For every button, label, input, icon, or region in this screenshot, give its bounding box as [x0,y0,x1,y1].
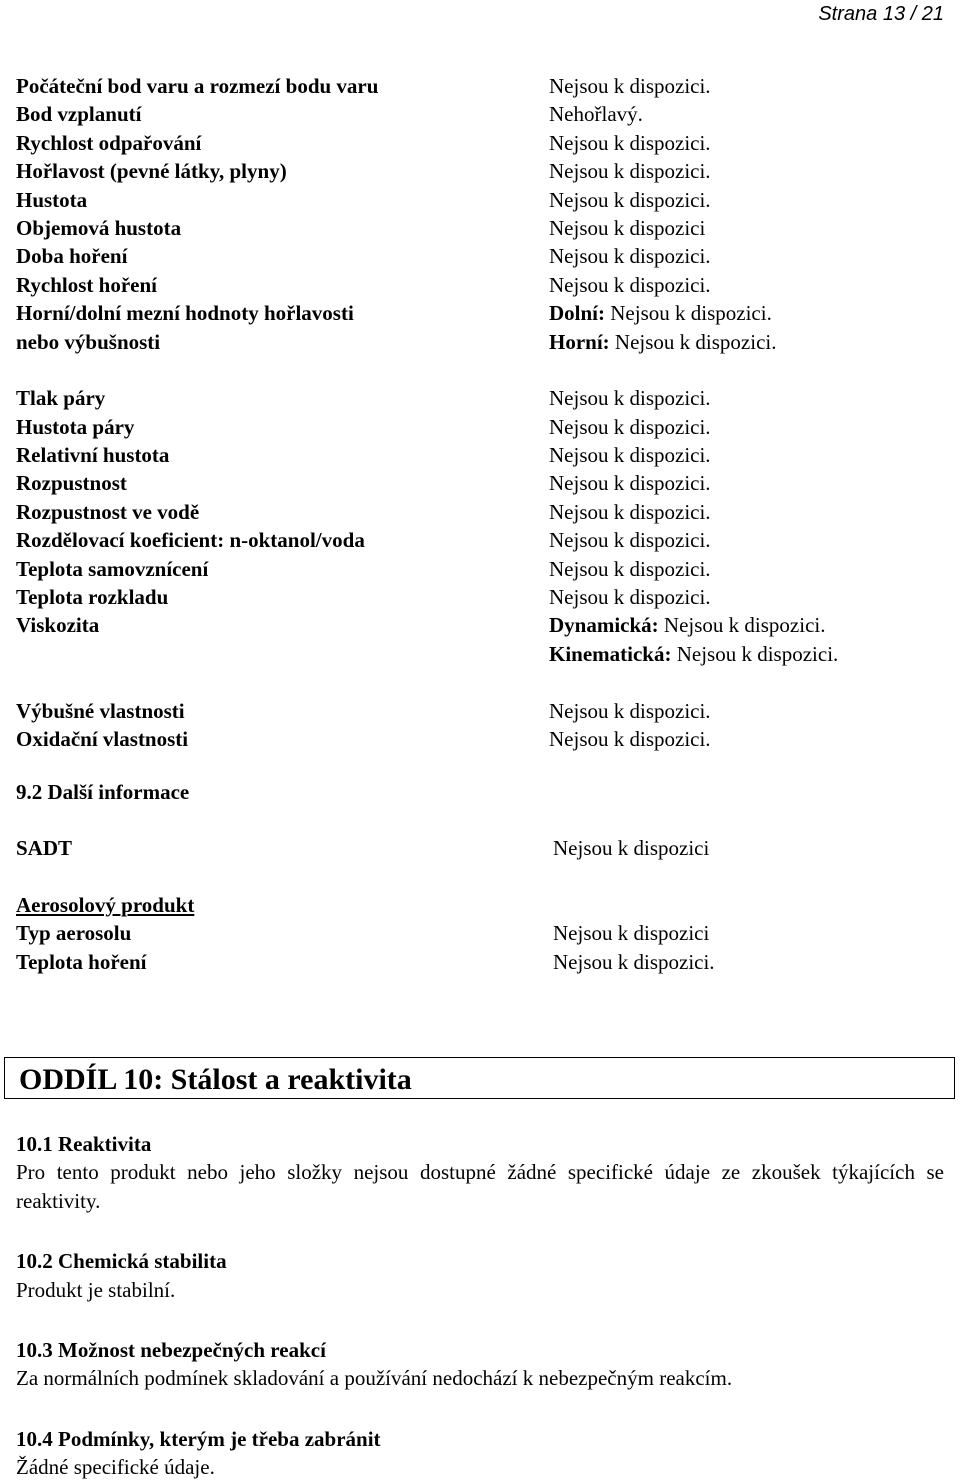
value-prefix: Horní: [549,329,610,354]
property-label: Tlak páry [16,386,106,411]
property-label: Doba hoření [16,244,128,269]
subsection-heading: 10.2 Chemická stabilita [16,1249,227,1274]
value-text: Nejsou k dispozici. [610,301,772,326]
property-row [16,242,946,270]
property-row [16,725,946,753]
property-row [16,129,946,157]
property-row [16,384,946,412]
property-label: Horní/dolní mezní hodnoty hořlavosti [16,301,354,326]
sadt-label: SADT [16,836,73,860]
burn-temp-label: Teplota hoření [16,949,147,974]
property-label: Hustota páry [16,414,135,439]
property-label: Výbušné vlastnosti [16,698,185,723]
property-value: Nejsou k dispozici. [549,471,711,496]
property-value: Nejsou k dispozici. [549,414,711,439]
property-label: Rychlost hoření [16,272,158,297]
subsection-heading: 10.4 Podmínky, kterým je třeba zabránit [16,1426,381,1451]
subsection-10-4 [16,1425,944,1482]
further-info-heading: 9.2 Další informace [16,780,190,804]
section-10-content [16,1130,944,1482]
property-label: Teplota samovznícení [16,556,209,581]
aerosol-heading-row [16,891,946,919]
value-text: Nejsou k dispozici. [663,613,826,638]
aerosol-type-value: Nejsou k dispozici [553,921,710,946]
property-label: Rychlost odpařování [16,130,202,155]
property-row [16,611,946,639]
property-row [16,214,946,242]
property-value: Nejsou k dispozici. [549,443,711,468]
property-row [16,583,946,611]
property-row [16,157,946,185]
property-row [16,72,946,100]
property-row [16,697,946,725]
burn-temp-row [16,948,946,976]
property-label: Rozdělovací koeficient: n-oktanol/voda [16,528,365,553]
value-prefix: Dolní: [549,301,606,326]
property-label: Bod vzplanutí [16,102,142,127]
property-value: Nejsou k dispozici. [549,74,711,98]
property-row [16,299,946,327]
spacer [16,668,946,696]
property-value [549,640,838,668]
property-row [16,640,946,668]
property-value: Nejsou k dispozici. [549,556,711,581]
subsection-10-1 [16,1130,944,1215]
property-value: Nejsou k dispozici. [549,499,711,524]
property-value: Nejsou k dispozici. [549,130,711,155]
value-prefix: Kinematická: [549,641,672,666]
page-number: Strana 13 / 21 [818,3,944,25]
further-info-table [16,834,946,976]
burn-temp-value: Nejsou k dispozici. [553,949,715,974]
property-row [16,271,946,299]
property-value: Nejsou k dispozici. [549,698,711,723]
subsection-text: Produkt je stabilní. [16,1277,176,1302]
property-value: Nejsou k dispozici. [549,528,711,553]
sadt-value: Nejsou k dispozici [553,836,710,860]
property-row [16,100,946,128]
subsection-text: Žádné specifické údaje. [16,1455,215,1480]
subsection-heading: 10.1 Reaktivita [16,1132,152,1156]
property-value: Nejsou k dispozici. [549,187,711,212]
property-label: Rozpustnost [16,471,127,496]
aerosol-type-label: Typ aerosolu [16,921,132,946]
property-value: Nejsou k dispozici. [549,726,711,751]
property-value: Nehořlavý. [549,102,643,127]
property-row [16,498,946,526]
property-value: Nejsou k dispozici. [549,386,711,411]
subsection-text: Pro tento produkt nebo jeho složky nejsou dostupné žádné specifické údaje ze zkoušek týkajících se reaktivity. [16,1160,944,1213]
property-label: Hořlavost (pevné látky, plyny) [16,159,287,184]
property-value [549,611,825,639]
value-text: Nejsou k dispozici. [676,641,839,666]
subsection-10-3 [16,1336,944,1393]
property-row [16,186,946,214]
aerosol-heading: Aerosolový produkt [16,892,195,917]
property-row [16,469,946,497]
property-label: nebo výbušnosti [16,329,161,354]
property-label: Oxidační vlastnosti [16,726,189,751]
spacer [16,862,946,890]
property-row [16,526,946,554]
subsection-text: Za normálních podmínek skladování a používání nedochází k nebezpečným reakcím. [16,1366,733,1391]
property-row [16,328,946,356]
property-label: Viskozita [16,613,100,638]
property-value [549,299,772,327]
property-value: Nejsou k dispozici. [549,244,711,269]
property-row [16,555,946,583]
properties-table [16,72,946,753]
property-label: Objemová hustota [16,215,182,240]
spacer [16,356,946,384]
aerosol-type-row [16,919,946,947]
property-value: Nejsou k dispozici. [549,159,711,184]
property-row [16,413,946,441]
value-prefix: Dynamická: [549,613,659,638]
subsection-heading: 10.3 Možnost nebezpečných reakcí [16,1338,326,1363]
subsection-10-2 [16,1247,944,1304]
property-value: Nejsou k dispozici. [549,272,711,297]
section-10-title: ODDÍL 10: Stálost a reaktivita [19,1063,412,1096]
property-value: Nejsou k dispozici. [549,585,711,610]
property-value [549,328,776,356]
property-label: Teplota rozkladu [16,585,169,610]
property-value: Nejsou k dispozici [549,215,706,240]
property-label: Počáteční bod varu a rozmezí bodu varu [16,74,379,98]
section-10-title-box [4,1057,955,1099]
property-label: Rozpustnost ve vodě [16,499,200,524]
property-label: Hustota [16,187,88,212]
property-label: Relativní hustota [16,443,170,468]
property-row [16,441,946,469]
value-text: Nejsou k dispozici. [614,329,777,354]
sadt-row [16,834,946,862]
